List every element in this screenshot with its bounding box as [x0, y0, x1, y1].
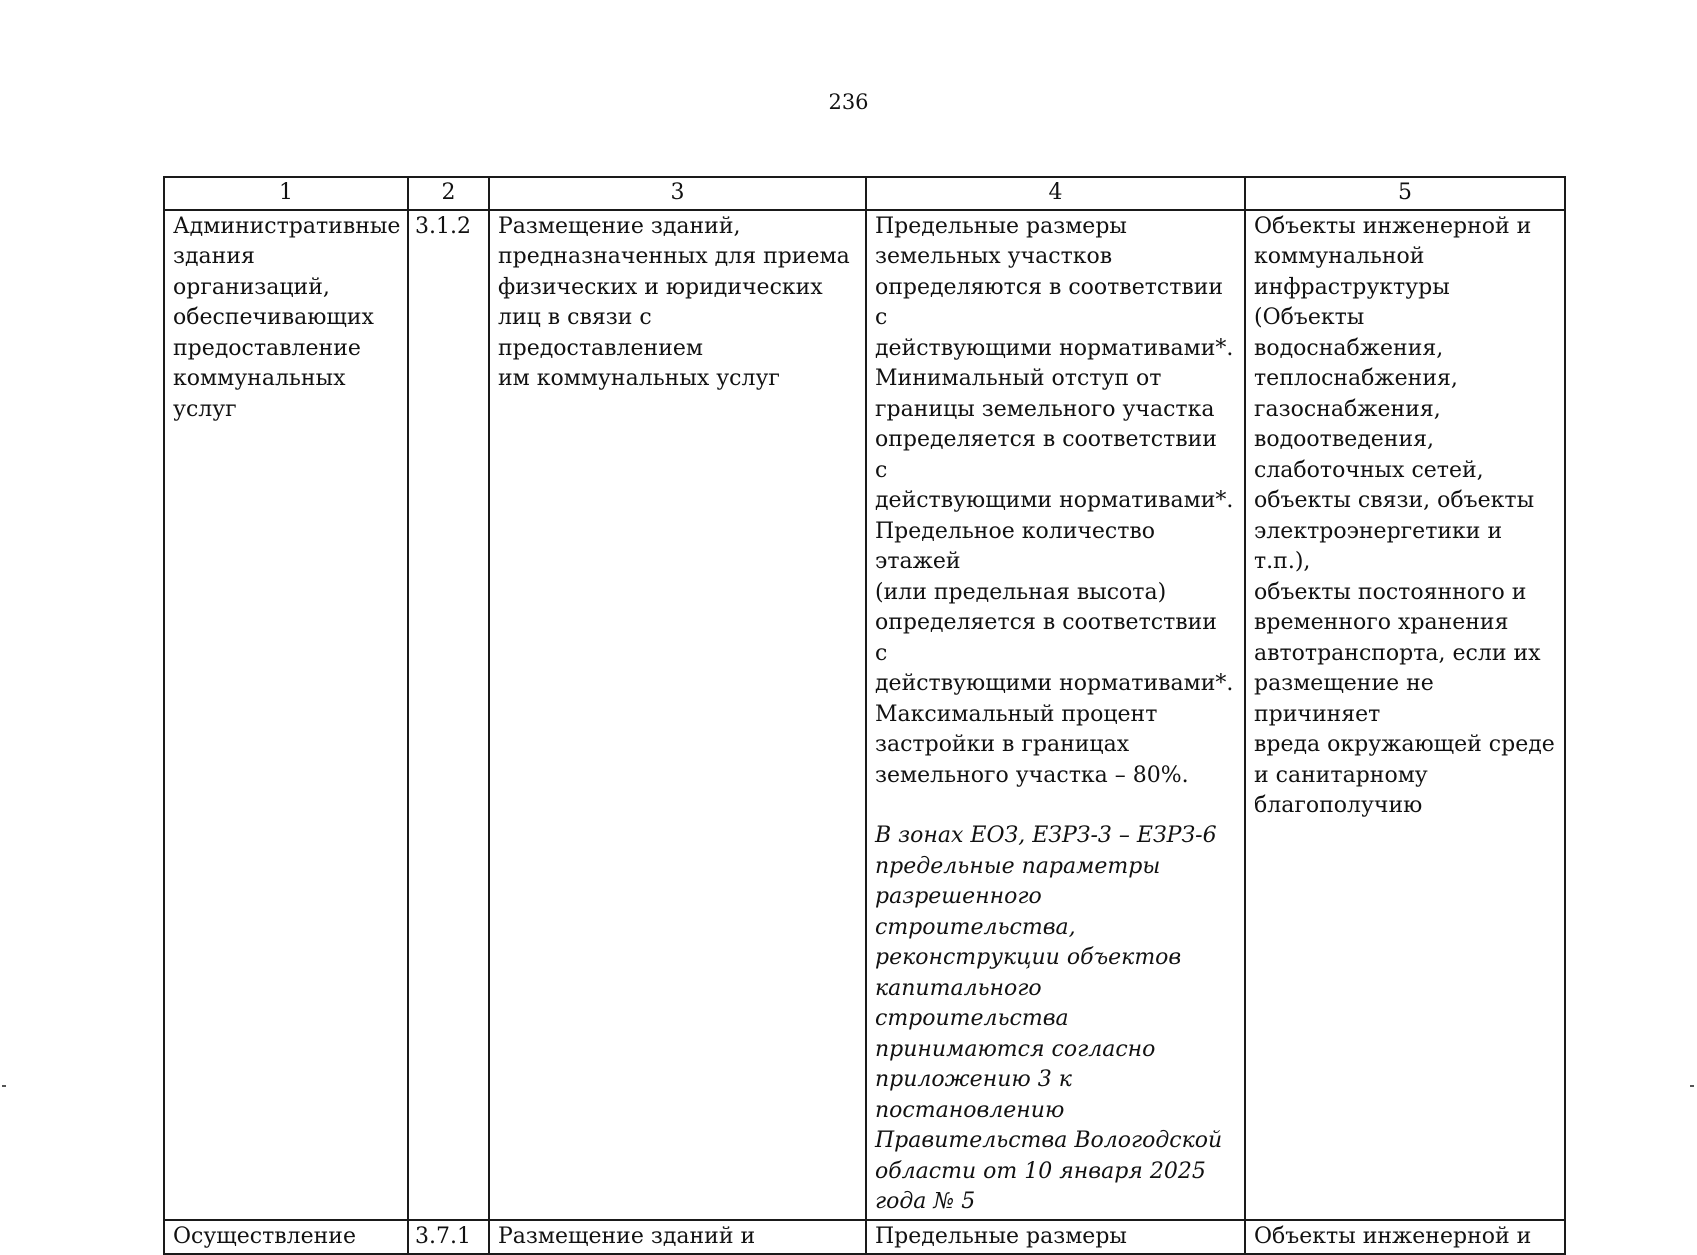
description-cell: Размещение зданий, предназначенных для приема физических и юридических лиц в связи с предоставлением им коммунальных услуг — [489, 210, 866, 1220]
table-row — [164, 210, 1565, 1220]
header-cell-3: 3 — [489, 177, 866, 210]
parameters-italic-note: В зонах ЕОЗ, ЕЗРЗ-3 – ЕЗРЗ-6 предельные параметры разрешенного строительства, реконструкции объектов капитального строительства принимаются согласно приложению 3 к постановлению Правительства Вологодской области от 10 января 2025 года № 5 — [875, 823, 1223, 1214]
header-cell-1: 1 — [164, 177, 408, 210]
table-row — [164, 1220, 1565, 1254]
auxiliary-objects-cell: Объекты инженерной и — [1245, 1220, 1565, 1254]
land-use-code-cell: 3.7.1 — [408, 1220, 489, 1254]
header-cell-4: 4 — [866, 177, 1245, 210]
scan-edge-mark-right — [1690, 1085, 1694, 1087]
header-cell-5: 5 — [1245, 177, 1565, 210]
auxiliary-objects-cell: Объекты инженерной и коммунальной инфраструктуры (Объекты водоснабжения, теплоснабжения, газоснабжения, водоотведения, слаботочных сетей, объекты связи, объекты электроэнергетики и т.п.), объекты постоянного и временного хранения автотранспорта, если их размещение не причиняет вреда окружающей среде и санитарному благополучию — [1245, 210, 1565, 1220]
land-use-code-cell: 3.1.2 — [408, 210, 489, 1220]
table-header-row — [164, 177, 1565, 210]
scan-edge-mark-left — [2, 1085, 6, 1087]
page-number: 236 — [828, 90, 869, 114]
description-cell: Размещение зданий и — [489, 1220, 866, 1254]
land-use-name-cell: Административные здания организаций, обеспечивающих предоставление коммунальных услуг — [164, 210, 408, 1220]
parameters-text: Предельные размеры земельных участков определяются в соответствии с действующими нормативами*. Минимальный отступ от границы земельного участка определяется в соответствии с действующими нормативами*. Предельное количество этажей (или предельная высота) определяется в соответствии с действующими нормативами*. Максимальный процент застройки в границах земельного участка – 80%. — [875, 213, 1234, 788]
land-use-name-cell: Осуществление — [164, 1220, 408, 1254]
parameters-cell: Предельные размеры — [866, 1220, 1245, 1254]
parameters-cell — [866, 210, 1245, 1220]
header-cell-2: 2 — [408, 177, 489, 210]
regulations-table — [163, 176, 1566, 1255]
